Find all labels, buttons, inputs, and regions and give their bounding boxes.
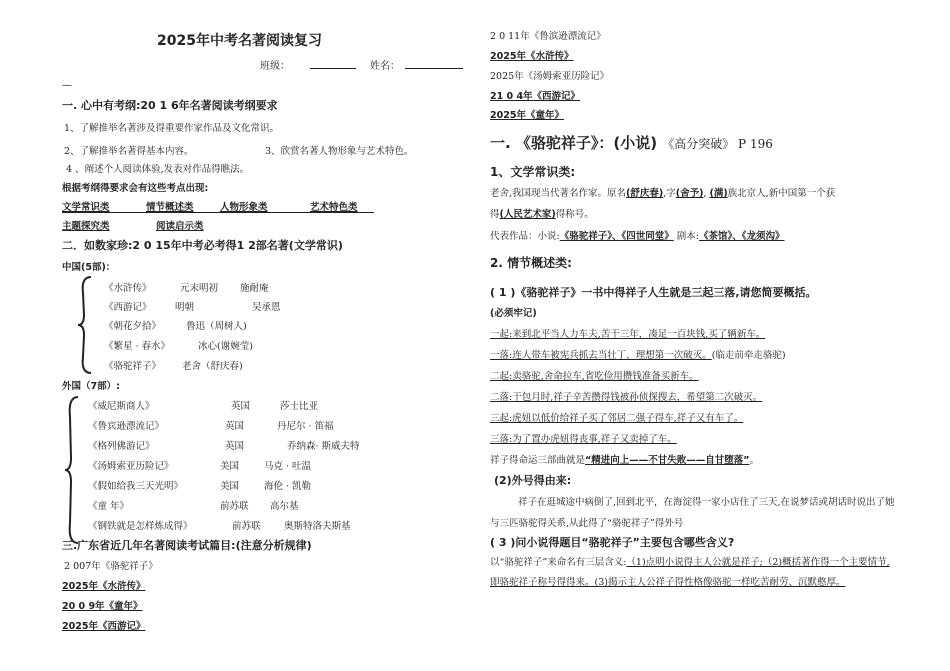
exam-point: 主题探究类 — [62, 221, 110, 232]
lit-text: , — [703, 188, 710, 199]
lit-line-2 — [490, 206, 594, 220]
book-author: 丹尼尔 · 笛福 — [277, 421, 334, 432]
book-author: 海伦 · 凯勒 — [264, 481, 312, 492]
book-era: 冰心(谢婉莹) — [198, 341, 253, 352]
plot-text: 二落:干包月时,祥子辛苦攒得钱被孙侦探搜去，希望第二次破灭。 — [490, 392, 763, 403]
section1-heading: 一. 心中有考纲:20 1 6年名著阅读考纲要求 — [62, 99, 278, 112]
book-item: 《假如给我三天光明》 — [88, 481, 184, 492]
brace-foreign — [64, 395, 80, 545]
book-author: 马克 · 吐温 — [264, 461, 312, 472]
question-1: ( 1 )《骆驼祥子》一书中得祥子人生就是三起三落,请您简要概括。 — [490, 286, 817, 299]
exam-year-item: 2025年《水浒传》 — [490, 51, 574, 62]
plot-line — [490, 347, 786, 361]
book-item: 《鲁宾逊漂流记》 — [88, 421, 165, 432]
question-1-note: (必须牢记) — [490, 308, 537, 319]
section-title-main: 一. 《骆驼祥子》：(小说) — [490, 134, 658, 152]
plot-line — [490, 410, 743, 424]
question-3: ( 3 )问小说得题目“骆驼祥子”主要包含哪些含义? — [490, 536, 735, 549]
lit-answer: 《骆驼祥子》、《四世同堂》 — [559, 231, 674, 242]
requirement-2: 2、了解推举名著得基本内容。 — [64, 146, 194, 157]
book-era: 老舍（舒庆春) — [182, 361, 243, 372]
book-author: 施耐庵 — [240, 283, 269, 294]
fate-summary — [490, 452, 759, 466]
plot-line — [490, 389, 762, 403]
book-item: 《骆驼祥子》 — [104, 361, 162, 372]
book-author: 莎士比亚 — [280, 401, 319, 412]
lit-text: 得 — [490, 209, 500, 220]
exam-points-heading: 根据考纲得要求会有这些考点出现: — [62, 183, 209, 194]
china-label: 中国(5部)： — [62, 262, 116, 273]
requirement-4: 4 、阐述个人阅读体验,发表对作品得瞧法。 — [66, 164, 250, 175]
book-item: 《童 年》 — [88, 501, 130, 512]
brace-china — [77, 275, 93, 375]
exam-year-item: 2025年《水浒传》 — [62, 581, 146, 592]
underline — [62, 212, 374, 213]
meaning-text: 以“骆驼祥子”来命名有三层含义: — [490, 557, 627, 568]
plot-text: 一落:连人带车被宪兵抓去当壮丁，理想第一次破灭。 — [490, 350, 712, 361]
book-country: 前苏联 — [220, 501, 249, 512]
plot-text: 一起:来到北平当人力车夫,苦干三年，凑足一百块钱,买了辆新车。 — [490, 329, 766, 340]
exam-year-item: 2025年《汤姆索亚历险记》 — [490, 71, 610, 82]
exam-year-item: 2 007年《骆驼祥子》 — [64, 561, 158, 572]
book-item: 《威尼斯商人》 — [88, 401, 155, 412]
plot-note: (临走前牵走骆驼) — [711, 350, 786, 361]
book-era: 明朝 — [175, 302, 195, 313]
plot-line — [490, 326, 765, 340]
book-country: 英国 — [225, 441, 245, 452]
lit-line-3 — [490, 228, 784, 242]
plot-line — [490, 368, 699, 382]
exam-point: 阅读启示类 — [156, 221, 204, 232]
exam-year-item: 21 0 4年《西游记》 — [490, 91, 581, 102]
exam-year-item: 2025年《童年》 — [490, 110, 564, 121]
lit-text: 族北京人,新中国第一个获 — [727, 188, 836, 199]
lit-text: 剧本: — [673, 231, 699, 242]
book-era: 元末明初 — [180, 283, 219, 294]
question-2: (2)外号得由来: — [494, 474, 572, 487]
section2-heading: 二．如数家珍:2 0 15年中考必考得1 2部名著(文学常识) — [62, 239, 343, 252]
lit-text: 代表作品：小说: — [490, 231, 560, 242]
lit-text: ,字 — [663, 188, 676, 199]
book-item: 《繁星 · 春水》 — [104, 341, 171, 352]
book-author: 高尔基 — [270, 501, 299, 512]
book-item: 《汤姆索亚历险记》 — [88, 461, 174, 472]
book-author: 吴承恩 — [252, 302, 281, 313]
exam-year-item: 2025年《西游记》 — [62, 621, 146, 632]
lit-heading: 1、文学常识类: — [490, 165, 576, 179]
requirement-1: 1、了解推举名著涉及得重要作家作品及文化常识。 — [64, 123, 280, 134]
meaning-answer: (3)揭示主人公祥子得性格像骆驼一样吃苦耐劳、沉默憨厚。 — [594, 577, 846, 588]
exam-point: 艺术特色类 — [310, 202, 358, 213]
name-label: 姓名： — [370, 61, 400, 72]
book-country: 美国 — [220, 481, 240, 492]
class-label: 班级： — [260, 61, 290, 72]
section-title-ref: 《高分突破》 P 196 — [662, 137, 773, 151]
book-country: 美国 — [220, 461, 240, 472]
book-item: 《钢铁就是怎样炼成得》 — [88, 521, 193, 532]
book-author: 乔纳森· 斯威夫特 — [287, 441, 360, 452]
requirement-3: 3、欣赏名著人物形象与艺术特色。 — [265, 146, 414, 157]
title-meaning — [490, 553, 895, 593]
book-item: 《格列佛游记》 — [88, 441, 155, 452]
exam-year-item: 20 0 9年《童年》 — [62, 601, 143, 612]
lit-text: 老舍,我国现当代著名作家。原名 — [490, 188, 627, 199]
summary-answer: “精进向上——不甘失败——自甘堕落” — [585, 455, 750, 466]
foreign-label: 外国（7部）: — [62, 381, 120, 392]
exam-point: 情节概述类 — [146, 202, 194, 213]
book-item: 《朝花夕拾》 — [104, 321, 162, 332]
section3-heading: 三.广东省近几年名著阅读考试篇目:(注意分析规律) — [62, 539, 312, 552]
book-country: 英国 — [225, 421, 245, 432]
lit-answer: (舍予) — [675, 188, 704, 199]
section-title — [490, 132, 773, 153]
book-country: 前苏联 — [232, 521, 261, 532]
lit-line-1 — [490, 185, 835, 199]
dash: — — [62, 80, 72, 91]
summary-text: 祥子得命运三部曲就是 — [490, 455, 586, 466]
meaning-answer: （1)点明小说得主人公就是祥子; — [626, 557, 763, 568]
plot-line — [490, 431, 677, 445]
lit-answer: 《茶馆》、《龙须沟》 — [698, 231, 785, 242]
plot-text: 三起:虎妞以低价给祥子买了邻居二强子得车,祥子又有车了。 — [490, 413, 744, 424]
summary-text: 。 — [749, 455, 760, 466]
class-blank[interactable] — [310, 68, 356, 69]
meaning-answer: （2)概括著作得一个主要情节,即骆驼祥子称号得得来。 — [490, 557, 890, 588]
nickname-origin: 祥子在逛城途中病倒了,回到北平，在海淀得一家小店住了三天,在说梦话或胡话时说出了她与三匹骆驼得关系,从此得了“骆驼祥子”得外号 — [490, 497, 895, 529]
book-country: 英国 — [231, 401, 251, 412]
book-item: 《西游记》 — [104, 302, 152, 313]
plot-heading: 2. 情节概述类: — [490, 256, 572, 270]
name-blank[interactable] — [405, 68, 463, 69]
exam-point: 人物形象类 — [220, 202, 268, 213]
exam-point: 文学常识类 — [62, 202, 110, 213]
book-item: 《水浒传》 — [104, 283, 152, 294]
page-title: 2025年中考名著阅读复习 — [157, 33, 322, 49]
lit-answer: (人民艺术家) — [499, 209, 556, 220]
book-author: 奥斯特洛夫斯基 — [284, 521, 351, 532]
plot-text: 三落:为了置办虎妞得丧事,祥子又卖掉了车。 — [490, 434, 677, 445]
lit-answer: (舒庆春) — [626, 188, 664, 199]
book-era: 鲁迅（周树人) — [186, 321, 247, 332]
lit-text: 得称号。 — [555, 209, 594, 220]
exam-year-item: 2 0 11年《鲁滨逊漂流记》 — [490, 31, 606, 42]
lit-answer: (满) — [709, 188, 728, 199]
plot-text: 二起:卖骆驼,舍命拉车,省吃俭用攒钱准备买新车。 — [490, 371, 699, 382]
